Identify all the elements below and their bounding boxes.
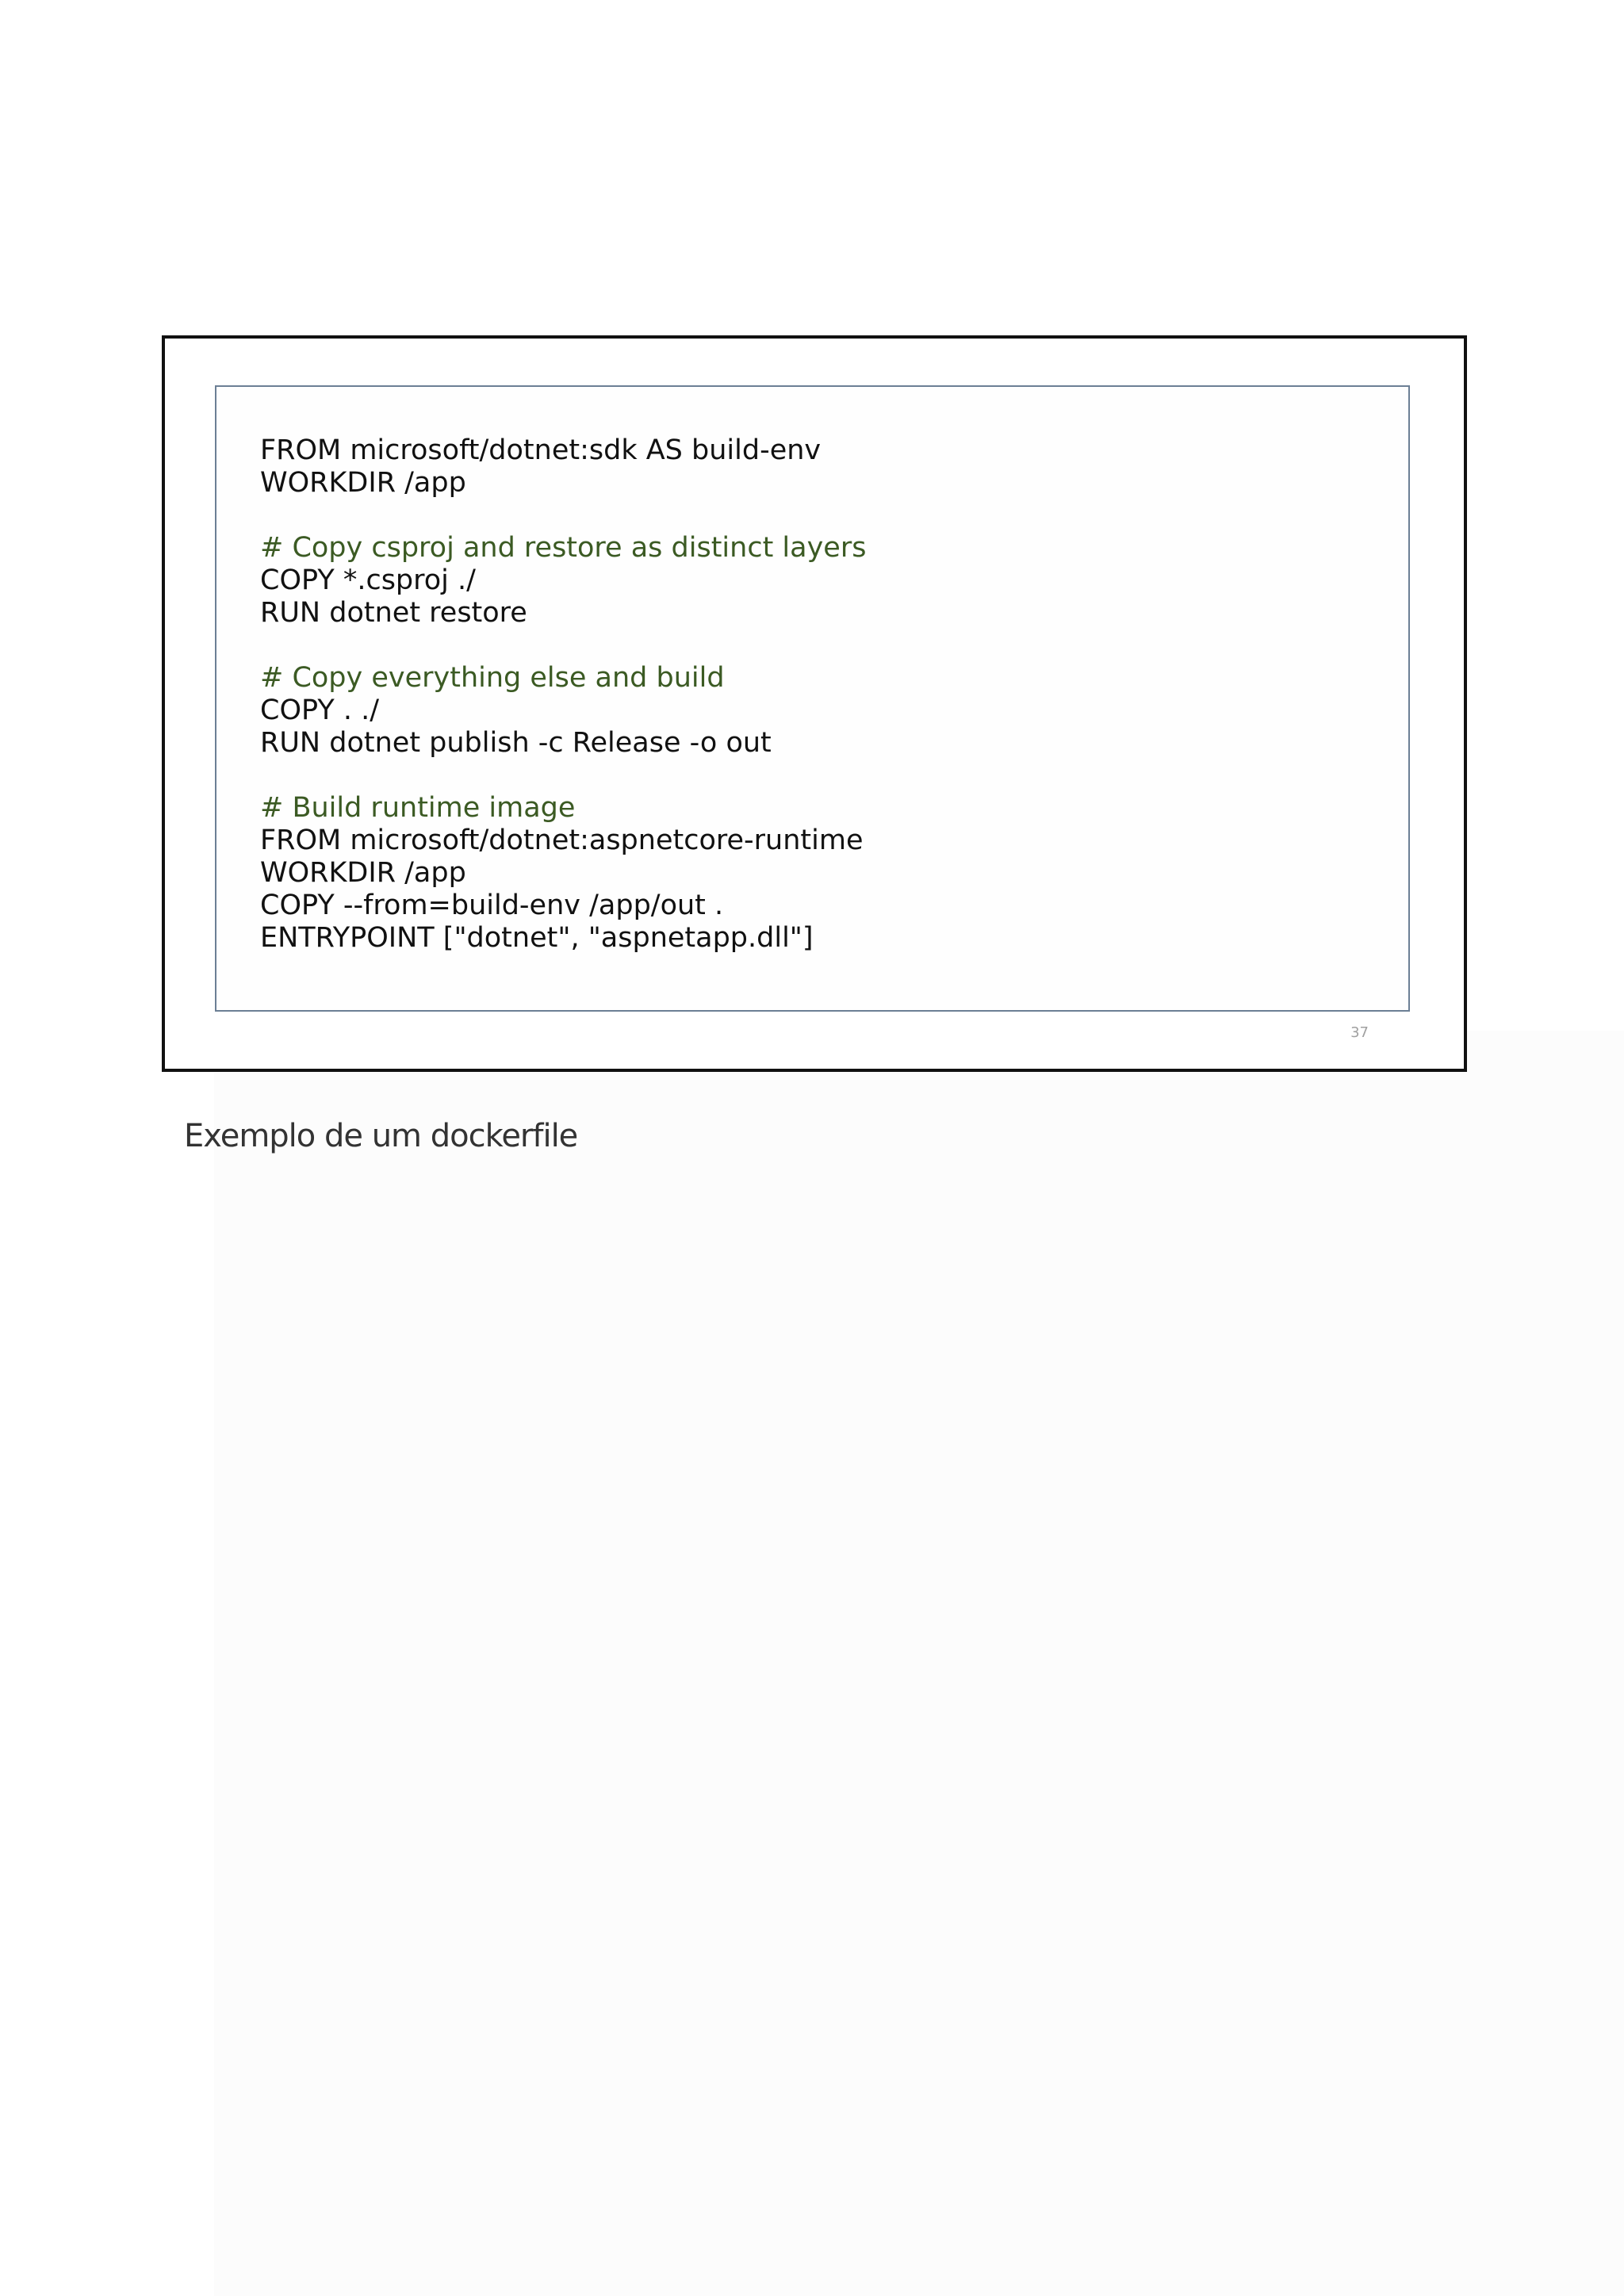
- code-line: COPY --from=build-env /app/out .: [260, 890, 724, 921]
- code-lines: [260, 434, 866, 955]
- code-line: RUN dotnet publish -c Release -o out: [260, 727, 772, 759]
- code-line: COPY . ./: [260, 695, 379, 726]
- page-background-shade: [214, 1031, 1624, 2296]
- code-line: FROM microsoft/dotnet:aspnetcore-runtime: [260, 825, 864, 856]
- code-line: WORKDIR /app: [260, 857, 466, 889]
- code-line: ENTRYPOINT ["dotnet", "aspnetapp.dll"]: [260, 922, 814, 954]
- code-comment-line: # Copy csproj and restore as distinct layers: [260, 532, 867, 564]
- slide-thumbnail: [162, 335, 1467, 1072]
- code-line: WORKDIR /app: [260, 467, 466, 499]
- code-line: RUN dotnet restore: [260, 597, 527, 629]
- code-comment-line: # Build runtime image: [260, 792, 576, 824]
- code-comment-line: # Copy everything else and build: [260, 662, 725, 694]
- slide-page-number: 37: [1350, 1024, 1369, 1041]
- code-blank-line: [260, 760, 866, 792]
- code-blank-line: [260, 629, 866, 662]
- slide-caption: Exemplo de um dockerfile: [184, 1118, 578, 1154]
- code-line: FROM microsoft/dotnet:sdk AS build-env: [260, 434, 822, 466]
- code-line: COPY *.csproj ./: [260, 564, 476, 596]
- code-blank-line: [260, 499, 866, 532]
- dockerfile-code-box: [215, 385, 1410, 1012]
